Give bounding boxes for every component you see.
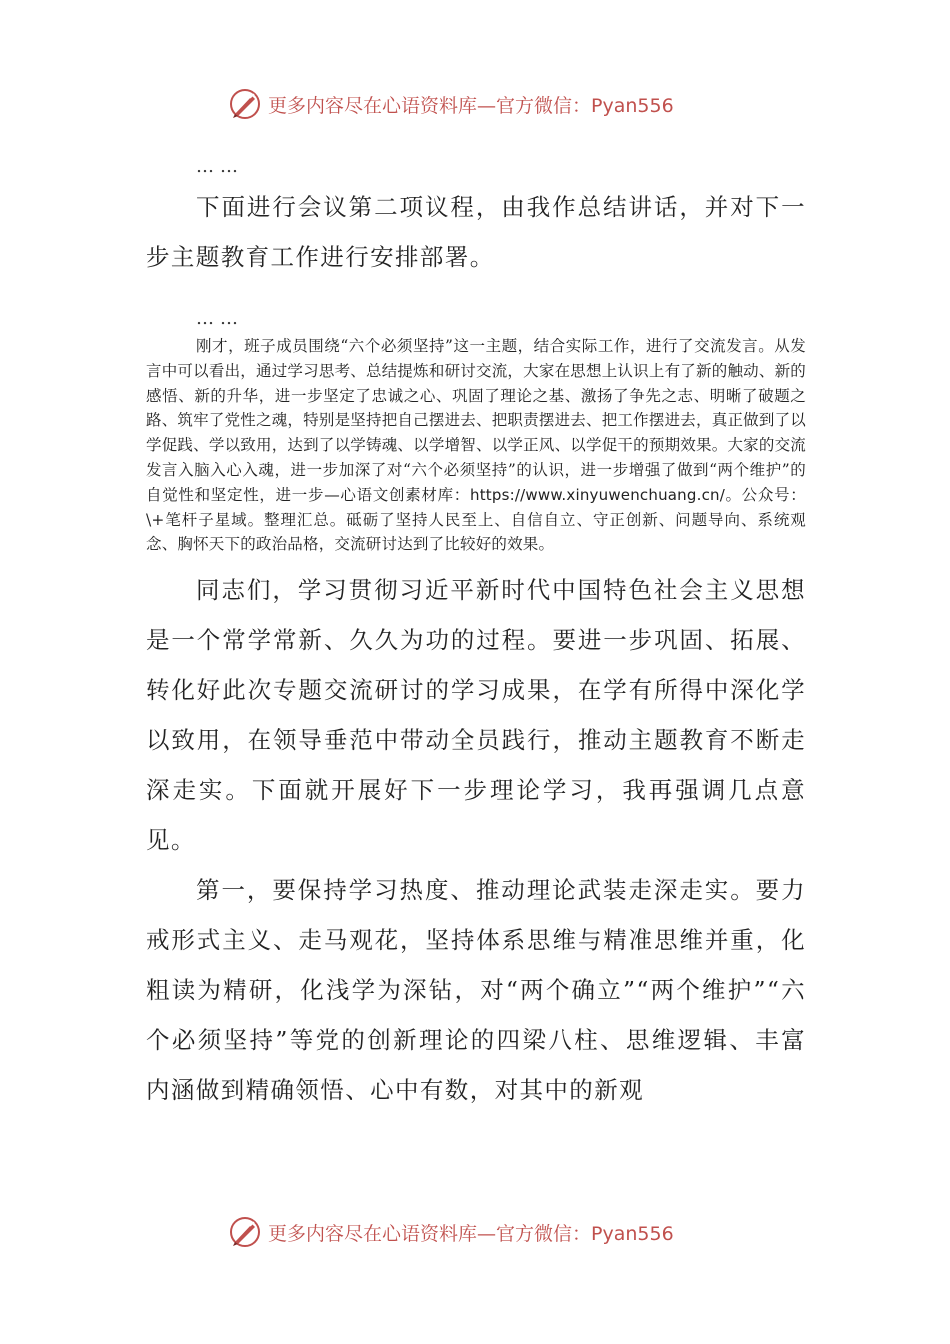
- banner-wechat-id: Pyan556: [591, 94, 674, 117]
- banner-wechat-id: Pyan556: [591, 1222, 674, 1245]
- footer-banner: [228, 1212, 748, 1252]
- ellipsis-marker: ……: [196, 156, 244, 177]
- paragraph-summary: 刚才，班子成员围绕“六个必须坚持”这一主题，结合实际工作，进行了交流发言。从发言中可以看出，通过学习思考、总结提炼和研讨交流，大家在思想上认识上有了新的触动、新的感悟、新的升华，进一步坚定了忠诚之心、巩固了理论之基、激扬了争先之志、明晰了破题之路、筑牢了党性之魂，特别是坚持把自己摆进去、把职责摆进去、把工作摆进去，真正做到了以学促践、学以致用，达到了以学铸魂、以学增智、以学正风、以学促干的预期效果。大家的交流发言入脑入心入魂，进一步加深了对“六个必须坚持”的认识，进一步增强了做到“两个维护”的自觉性和坚定性，进一步—心语文创素材库：https://www.xinyuwenchuang.cn/。公众号：\+笔杆子星域。整理汇总。砥砺了坚持人民至上、自信自立、守正创新、问题导向、系统观念、胸怀天下的政治品格，交流研讨达到了比较好的效果。: [146, 337, 806, 554]
- header-banner: [228, 84, 748, 124]
- source-url: https://www.xinyuwenchuang.cn/: [470, 485, 725, 504]
- paragraph-comrades: 同志们，学习贯彻习近平新时代中国特色社会主义思想是一个常学常新、久久为功的过程。要进一步巩固、拓展、转化好此次专题交流研讨的学习成果，在学有所得中深化学以致用，在领导垂范中带动全员践行，推动主题教育不断走深走实。下面就开展好下一步理论学习，我再强调几点意见。: [146, 576, 806, 855]
- banner-text: 更多内容尽在心语资料库—官方微信：Pyan556: [268, 94, 674, 117]
- pen-logo-icon: [228, 1215, 262, 1249]
- banner-text: 更多内容尽在心语资料库—官方微信：Pyan556: [268, 1222, 674, 1245]
- pen-logo-icon: [228, 87, 262, 121]
- document-body: [146, 152, 806, 1115]
- paragraph-agenda: 下面进行会议第二项议程，由我作总结讲话，并对下一步主题教育工作进行安排部署。: [146, 193, 806, 271]
- paragraph-first-point: 第一，要保持学习热度、推动理论武装走深走实。要力戒形式主义、走马观花，坚持体系思维与精准思维并重，化粗读为精研，化浅学为深钻，对“两个确立”“两个维护”“六个必须坚持”等党的创新理论的四梁八柱、思维逻辑、丰富内涵做到精确领悟、心中有数，对其中的新观: [146, 876, 806, 1105]
- ellipsis-marker: ……: [196, 308, 244, 329]
